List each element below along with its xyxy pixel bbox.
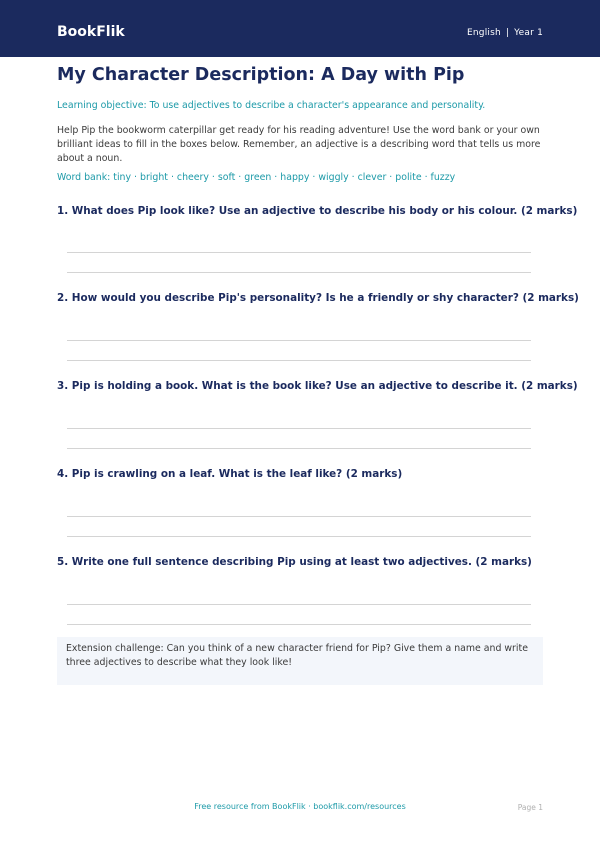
question-5: 5. Write one full sentence describing Pip using at least two adjectives. (2 marks) xyxy=(57,556,532,568)
answer-line-1b[interactable] xyxy=(67,272,531,273)
answer-line-5a[interactable] xyxy=(67,604,531,605)
question-3: 3. Pip is holding a book. What is the book like? Use an adjective to describe it. (2 marks) xyxy=(57,380,578,392)
learning-objective: Learning objective: To use adjectives to describe a character's appearance and personality. xyxy=(57,100,486,111)
answer-line-4b[interactable] xyxy=(67,536,531,537)
answer-line-4a[interactable] xyxy=(67,516,531,517)
header-bar xyxy=(0,0,600,57)
answer-line-3b[interactable] xyxy=(67,448,531,449)
answer-line-1a[interactable] xyxy=(67,252,531,253)
extension-challenge: Extension challenge: Can you think of a new character friend for Pip? Give them a name and write three adjectives to describe what they look like! xyxy=(66,643,528,668)
year-label: Year 1 xyxy=(514,28,543,38)
answer-line-2a[interactable] xyxy=(67,340,531,341)
answer-line-3a[interactable] xyxy=(67,428,531,429)
page-number: Page 1 xyxy=(517,803,543,812)
subject-year xyxy=(467,28,543,38)
question-1: 1. What does Pip look like? Use an adjective to describe his body or his colour. (2 marks) xyxy=(57,205,578,217)
answer-line-5b[interactable] xyxy=(67,624,531,625)
intro-paragraph: Help Pip the bookworm caterpillar get ready for his reading adventure! Use the word bank or your own brilliant ideas to fill in the boxes below. Remember, an adjective is a describing word that tells us more about a noun. xyxy=(57,125,541,164)
footer-link[interactable]: Free resource from BookFlik · bookflik.com/resources xyxy=(194,802,406,811)
brand-logo[interactable]: BookFlik xyxy=(57,24,125,40)
subject-label: English xyxy=(467,28,501,38)
page-title: My Character Description: A Day with Pip xyxy=(57,65,465,85)
meta-separator: | xyxy=(505,28,510,38)
question-2: 2. How would you describe Pip's personality? Is he a friendly or shy character? (2 marks) xyxy=(57,292,579,304)
word-bank: Word bank: tiny · bright · cheery · soft · green · happy · wiggly · clever · polite · fuzzy xyxy=(57,172,456,183)
answer-line-2b[interactable] xyxy=(67,360,531,361)
question-4: 4. Pip is crawling on a leaf. What is the leaf like? (2 marks) xyxy=(57,468,403,480)
